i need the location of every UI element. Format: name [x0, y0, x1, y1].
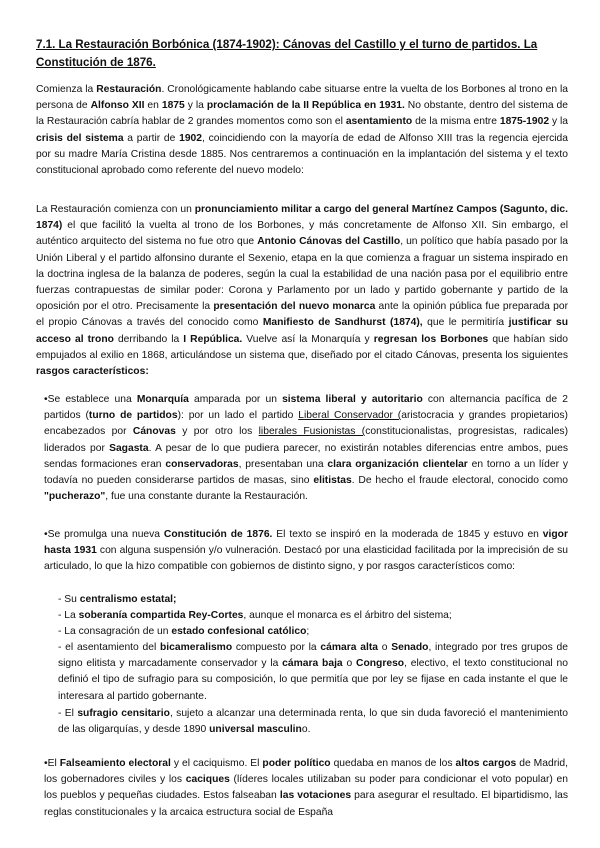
list-item-confessional: - La consagración de un estado confesional católico; — [58, 626, 310, 637]
list-item-centralism: - Su centralismo estatal; — [58, 594, 177, 605]
paragraph-restoration: La Restauración comienza con un pronunciamiento militar a cargo del general Martínez Campos (Sagunto, dic. 1874) el que facilitó la vuelta al trono de los Borbones, y más concretamente de Alfonso XII. Sin embargo, el auténtico arquitecto del sistema no fue otro que Antonio Cánovas del Castillo, un político que había pasado por la Unión Liberal y el partido alfonsino durante el Sexenio, etapa en la que comienza a fraguar un sistema inspirado en la doctrina inglesa de la balanza de poderes, según la cual la estabilidad de una nación pasa por el equilibrio entre fuerzas contrapuestas de similar poder: Corona y Parlamento por un lado y partido gobernante y partido de la oposición por el otro. Precisamente la presentación del nuevo monarca ante la opinión pública fue preparada por el propio Cánovas a través del conocido como Manifiesto de Sandhurst (1874), que le permitiría justificar su acceso al trono derribando la I República. Vuelve así la Monarquía y regresan los Borbones que habían sido empujados al exilio en 1868, articulándose un sistema que, diseñado por el citado Cánovas, presenta los siguientes rasgos característicos: — [36, 204, 568, 378]
bullet-monarchy: •Se establece una Monarquía amparada por un sistema liberal y autoritario con alternancia pacífica de 2 partidos (turno de partidos): por un lado el partido Liberal Conservador (aristocracia y grandes propietarios) encabezados por Cánovas y por otro los liberales Fusionistas (constitucionalistas, progresistas, radicales) liderados por Sagasta. A pesar de lo que pudiera parecer, no existirán notables diferencias entre ambos, pues sendas formaciones eran conservadoras, presentaban una clara organización clientelar en torno a un líder y todavía no pueden considerarse partidos de masas, sino elitistas. De hecho el fraude electoral, conocido como "pucherazo", fue una constante durante la Restauración. — [44, 394, 569, 503]
list-item-sovereignty: - La soberanía compartida Rey-Cortes, aunque el monarca es el árbitro del sistema; — [58, 610, 452, 621]
paragraph-intro: Comienza la Restauración. Cronológicamente hablando cabe situarse entre la vuelta de los Borbones al trono en la persona de Alfonso XII en 1875 y la proclamación de la II República en 1931. No obstante, dentro del sistema de la Restauración cabría hablar de 2 grandes momentos como son el asentamiento de la misma entre 1875-1902 y la crisis del sistema a partir de 1902, coincidiendo con la mayoría de edad de Alfonso XIII tras la regencia ejercida por su madre María Cristina desde 1885. Nos centraremos a continuación en la implantación del sistema y el texto constitucional aprobado como referente del nuevo modelo: — [36, 84, 569, 177]
list-item-suffrage: - El sufragio censitario, sujeto a alcanzar una determinada renta, lo que sin duda favoreció el mantenimiento de las oligarquías, y desde 1890 universal masculino. — [58, 708, 569, 736]
list-item-bicameralism: - el asentamiento del bicameralismo compuesto por la cámara alta o Senado, integrado por tres grupos de signo elitista y marcadamente conservador y la cámara baja o Congreso, electivo, el texto constitucional no definió el tipo de sufragio para su composición, lo que permitía que por ley se fijase en cada instante el que le interesara al partido gobernante. — [58, 642, 568, 702]
page-title: 7.1. La Restauración Borbónica (1874-1902): Cánovas del Castillo y el turno de partidos. La Constitución de 1876. — [36, 38, 538, 69]
bullet-electoral-fraud: •El Falseamiento electoral y el caciquismo. El poder político quedaba en manos de los altos cargos de Madrid, los gobernadores civiles y los caciques (líderes locales utilizaban su poder para condicionar el voto popular) en los pueblos y pequeñas ciudades. Estos falseaban las votaciones para asegurar el resultado. El bipartidismo, las reglas constitucionales y la arcaica estructura social de España — [44, 758, 568, 818]
bullet-constitution: •Se promulga una nueva Constitución de 1876. El texto se inspiró en la moderada de 1845 y estuvo en vigor hasta 1931 con alguna suspensión y/o vulneración. Destacó por una elasticidad facilitada por la imprecisión de su articulado, lo que la hizo compatible con gobiernos de distinto signo, y por rasgos característicos como: — [44, 529, 569, 573]
